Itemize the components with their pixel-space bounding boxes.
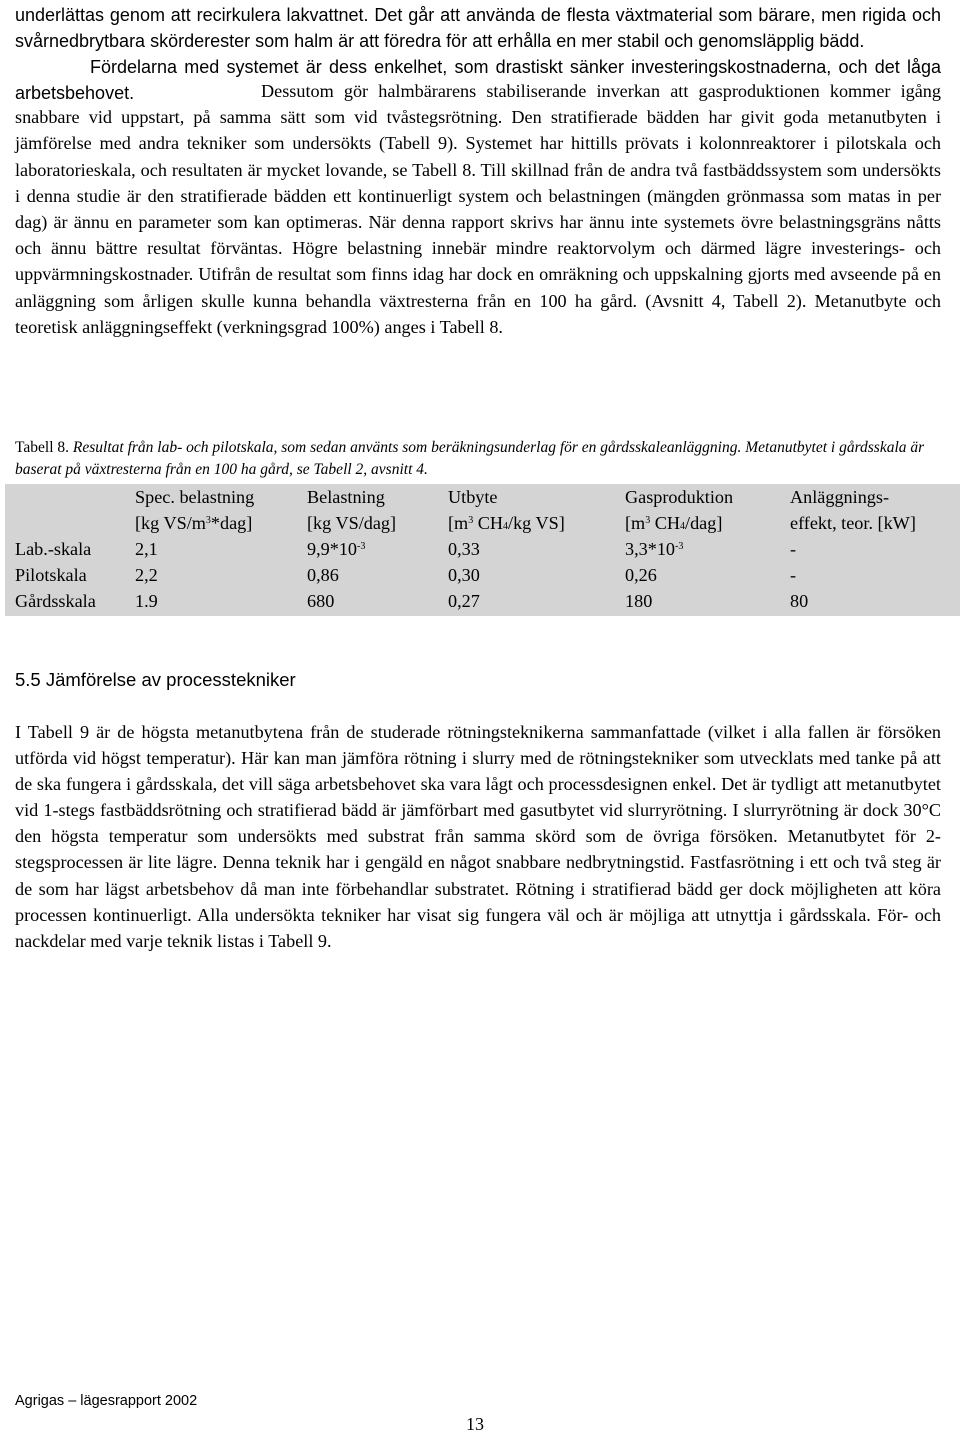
- cell-gasproduktion: 180: [625, 591, 653, 611]
- header-gasproduktion-unit: [$m^3$ $CH_4/dag$]: [625, 513, 723, 533]
- header-belastning: Belastning: [307, 487, 385, 507]
- cell-belastning: 680: [307, 591, 335, 611]
- cell-spec: 1.9: [135, 591, 158, 611]
- header-belastning-unit: [kg VS/dag]: [307, 513, 397, 533]
- section-heading: 5.5 Jämförelse av processtekniker: [15, 669, 296, 690]
- header-spec: Spec. belastning: [135, 487, 255, 507]
- cell-spec: 2,2: [135, 565, 158, 585]
- intro-text-3: Dessutom gör halmbärarens stabiliserande inverkan att gasproduktionen kommer igång snabbare vid uppstart, på samma sätt som vid tvåstegsrötning. Den stratifierade bädden har givit goda metanutbyten i jämförelse med andra tekniker som undersökts (Tabell 9). Systemet har hittills prövats i kolonnreaktorer i pilotskala och laboratorieskala, och resultaten är mycket lovande, se Tabell 8. Till skillnad från de andra två fastbäddssystem som undersökts i denna studie är den stratifierade bädden ett kontinuerligt system och belastningen (mängden grönmassa som matas in per dag) är ännu en parameter som kan optimeras. När denna rapport skrivs har ännu inte systemets övre belastningsgräns nåtts och ännu bättre resultat förväntas. Högre belastning innebär mindre reaktorvolym och därmed lägre investerings- och uppvärmningskostnader. Utifrån de resultat som finns idag har dock en omräkning och uppskalning gjorts med avseende på en anläggning som årligen skulle kunna behandla växtresterna från en 100 ha gård. (Avsnitt 4, Tabell 2). Metanutbyte och teoretisk anläggningseffekt (verkningsgrad 100%) anges i Tabell 8.: [15, 81, 941, 337]
- section-body: I Tabell 9 är de högsta metanutbytena från de studerade rötningsteknikerna sammanfattade (vilket i alla fallen är försöken utförda vid högst temperatur). Här kan man jämföra rötning i slurry med de rötningstekniker som utvecklats med tanke på att de ska fungera i gårdsskala, det vill säga arbetsbehovet ska vara lågt och processdesignen enkel. Det är tydligt att metanutbytet vid 1-stegs fastbäddsrötning och stratifierad bädd är jämförbart med gasutbytet vid slurryrötning. I slurryrötning är dock 30°C den högsta temperatur som undersökts med substrat från samma skörd som de övriga försöken. Metanutbytet för 2-stegsprocessen är lite lägre. Denna teknik har i gengäld en något snabbare nedbrytningstid. Fastfasrötning i ett och två steg är de som har lägst arbetsbehov då man inte förbehandlar substratet. Rötning i stratifierad bädd ger dock möjligheten att köra processen kontinuerligt. Alla undersökta tekniker har visat sig fungera väl och är möjliga att utnyttja i gårdsskala. För- och nackdelar med varje teknik listas i Tabell 9.: [15, 722, 941, 951]
- cell-effekt: -: [790, 565, 797, 585]
- cell-spec: 2,1: [135, 539, 158, 559]
- intro-paragraph-serif: [15, 78, 941, 340]
- page-number: 13: [466, 1414, 484, 1434]
- header-utbyte-unit: [$m^3$ $CH_4/kg$ VS]: [448, 513, 565, 533]
- cell-effekt: -: [790, 539, 797, 559]
- table-header-row-1: [15, 484, 960, 510]
- row-label: Gårdsskala: [15, 591, 96, 611]
- cell-belastning: $9,9*10^{-3}$: [307, 539, 366, 559]
- cell-utbyte: 0,30: [448, 565, 480, 585]
- cell-gasproduktion: $3,3*10^{-3}$: [625, 539, 684, 559]
- row-label: Lab.-skala: [15, 539, 92, 559]
- table-caption: [15, 437, 945, 481]
- row-label: Pilotskala: [15, 565, 87, 585]
- intro-text-1: underlättas genom att recirkulera lakvattnet. Det går att använda de flesta växtmaterial som bärare, men rigida och svårnedbrytbara skörderester som halm är att föredra för att erhålla en mer stabil och genomsläpplig bädd.: [15, 5, 941, 51]
- results-table: [15, 484, 960, 614]
- header-utbyte: Utbyte: [448, 487, 498, 507]
- table-row: [15, 588, 960, 614]
- table-header-row-2: [15, 510, 960, 536]
- header-anlaggnings-unit: effekt, teor. [kW]: [790, 513, 916, 533]
- header-gasproduktion: Gasproduktion: [625, 487, 734, 507]
- table-caption-text: Resultat från lab- och pilotskala, som sedan använts som beräkningsunderlag för en gårdsskaleanläggning. Metanutbytet i gårdsskala är baserat på växtresterna från en 100 ha gård, se Tabell 2, avsnitt 4.: [15, 439, 925, 478]
- table-row: [15, 536, 960, 562]
- intro-text-2: Fördelarna med systemet är dess enkelhet, som drastiskt sänker investeringskostnaderna, och det låga arbetsbehovet.: [15, 57, 941, 103]
- header-spec-unit: [kg $VS/m^3*dag$]: [135, 513, 253, 533]
- cell-belastning: 0,86: [307, 565, 339, 585]
- cell-utbyte: 0,27: [448, 591, 480, 611]
- footer-report-title: Agrigas – lägesrapport 2002: [15, 1393, 198, 1409]
- table-caption-label: Tabell 8.: [15, 439, 70, 456]
- cell-gasproduktion: 0,26: [625, 565, 657, 585]
- table-row: [15, 562, 960, 588]
- header-anlaggnings: Anläggnings-: [790, 487, 890, 507]
- cell-utbyte: 0,33: [448, 539, 480, 559]
- cell-effekt: 80: [790, 591, 809, 611]
